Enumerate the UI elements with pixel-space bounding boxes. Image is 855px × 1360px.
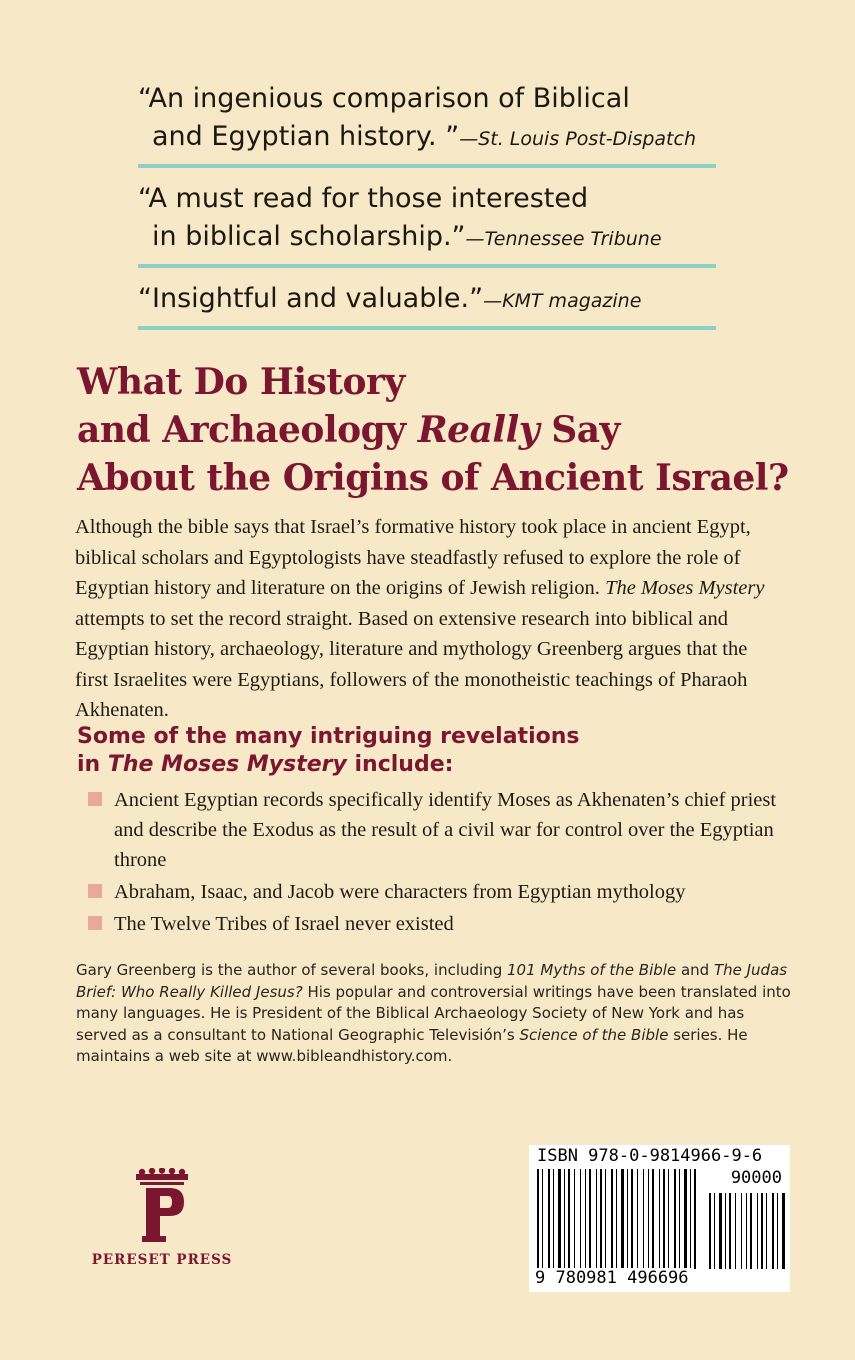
author-bio: Gary Greenberg is the author of several books, including 101 Myths of the Bible and The Judas Brief: Who Really Killed Jesus? His popular and controversial writings have been translated into many languages. He is President of the Biblical Archaeology Society of New York and has served as a consultant to National Geographic Televisión’s Science of the Bible series. He maintains a web site at www.bibleandhistory.com.	[76, 961, 791, 1065]
quote-line: “An ingenious comparison of Biblical	[138, 83, 630, 114]
barcode-digits: 9 780981 496696	[535, 1268, 689, 1288]
book-title: The Judas Brief: Who Really Killed Jesus?	[76, 961, 788, 1001]
square-bullet-icon	[88, 884, 102, 898]
book-title: 101 Myths of the Bible	[507, 961, 677, 979]
quote-line: “A must read for those interested	[138, 183, 589, 214]
headline-text: and Archaeology	[77, 409, 418, 451]
review-quote	[138, 180, 716, 268]
headline-line: What Do History	[77, 361, 405, 403]
series-title: Science of the Bible	[519, 1025, 669, 1044]
isbn-text: ISBN 978-0-9814966-9-6	[537, 1146, 763, 1166]
quote-source: —KMT magazine	[483, 290, 642, 312]
list-item: The Twelve Tribes of Israel never existed	[88, 909, 788, 939]
quote-line: in biblical scholarship.”	[152, 221, 466, 252]
list-item: Abraham, Isaac, and Jacob were characters from Egyptian mythology	[88, 877, 788, 907]
isbn-barcode	[529, 1145, 790, 1292]
quote-line: “Insightful and valuable.”	[138, 283, 484, 314]
revelations-list	[88, 785, 788, 941]
review-quotes	[138, 80, 716, 342]
square-bullet-icon	[88, 792, 102, 806]
list-item: Ancient Egyptian records specifically identify Moses as Akhenaten’s chief priest and describe the Exodus as the result of a civil war for control over the Egyptian throne	[88, 785, 788, 875]
headline-text: Say	[539, 409, 620, 451]
review-quote	[138, 80, 716, 168]
quote-line: and Egyptian history. ”	[152, 121, 460, 152]
quote-source: —St. Louis Post-Dispatch	[459, 128, 696, 150]
headline-line: About the Origins of Ancient Israel?	[77, 457, 789, 499]
quote-source: —Tennessee Tribune	[465, 228, 662, 250]
description-paragraph: Although the bible says that Israel’s formative history took place in ancient Egypt, biblical scholars and Egyptologists have steadfastly refused to explore the role of Egyptian history and literature on the origins of Jewish religion. The Moses Mystery attempts to set the record straight. Based on extensive research into biblical and Egyptian history, archaeology, literature and mythology Greenberg argues that the first Israelites were Egyptians, followers of the monotheistic teachings of Pharaoh Akhenaten.	[75, 516, 765, 721]
revelations-heading: Some of the many intriguing revelations in The Moses Mystery include:	[77, 724, 580, 777]
price-code: 90000	[730, 1168, 782, 1188]
publisher-name: PERESET PRESS	[91, 1252, 233, 1268]
publisher-logo	[82, 1168, 242, 1278]
book-title: The Moses Mystery	[605, 577, 765, 599]
review-quote	[138, 280, 716, 330]
crown-p-icon	[132, 1168, 192, 1248]
headline-emphasis: Really	[417, 409, 540, 451]
book-title: The Moses Mystery	[107, 752, 347, 777]
square-bullet-icon	[88, 916, 102, 930]
headline	[77, 358, 797, 502]
